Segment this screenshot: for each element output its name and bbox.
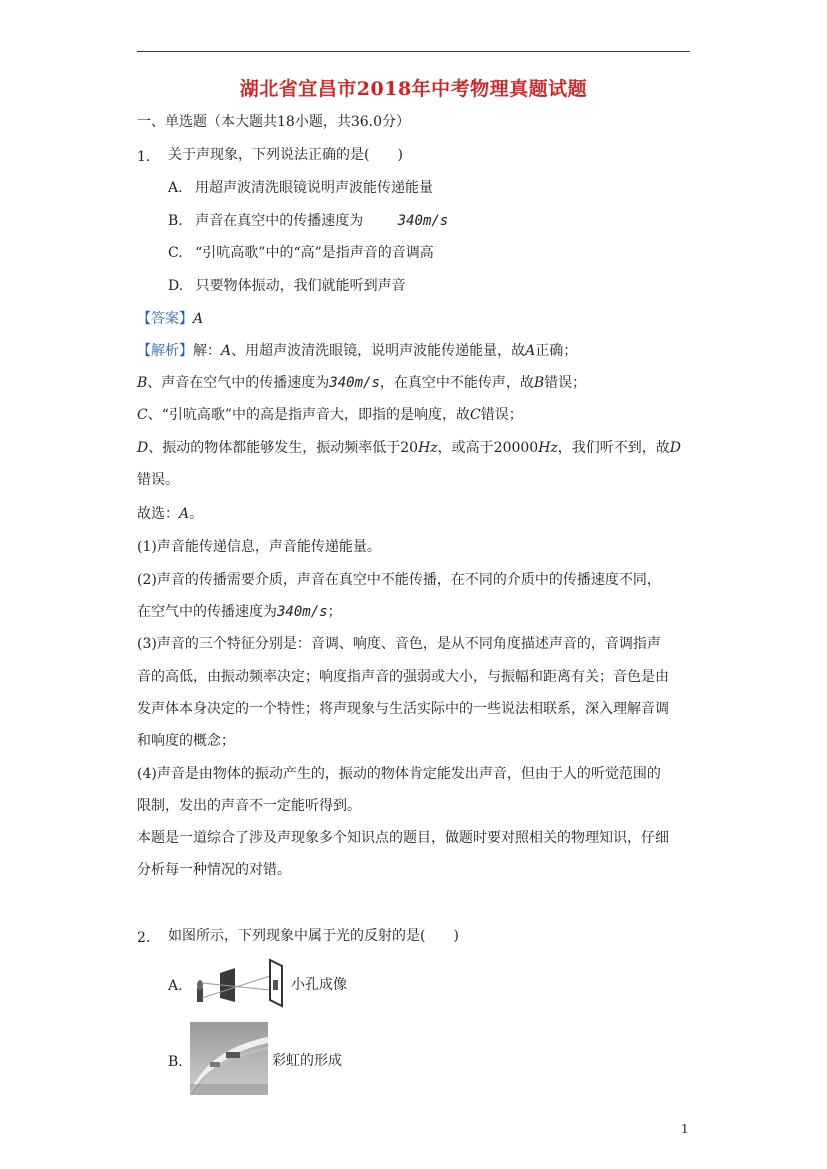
- option-label: D.: [168, 278, 184, 294]
- math: 340m/s: [277, 604, 328, 620]
- text: A: [179, 506, 190, 522]
- analysis-line-5: 错误。: [137, 472, 179, 488]
- point-3-line-1: (3)声音的三个特征分别是：音调、响度、音色，是从不同角度描述声音的，音调指声: [137, 636, 661, 652]
- analysis-line-2: [137, 373, 586, 393]
- q2-option-b-text: 彩虹的形成: [272, 1053, 342, 1069]
- text: D: [669, 440, 682, 456]
- option-math: 340m/s: [397, 213, 449, 229]
- point-2-line-2: [137, 602, 342, 622]
- text: B: [137, 375, 148, 391]
- text: 、振动的物体都能够发生，振动频率低于20: [148, 440, 419, 456]
- text: ，在真空中不能传声，故: [379, 375, 534, 391]
- q1-number: 1.: [137, 149, 151, 165]
- summary-line-1: 本题是一道综合了涉及声现象多个知识点的题目，做题时要对照相关的物理知识，仔细: [137, 830, 669, 846]
- q1-option-b: [168, 211, 448, 231]
- text: 在空气中的传播速度为: [137, 604, 277, 620]
- text: ，我们听不到，故: [557, 440, 670, 456]
- q1-option-d: [168, 276, 406, 296]
- q2-option-b-label: B.: [168, 1054, 183, 1070]
- text: 故选：: [137, 506, 179, 522]
- analysis-line-4: [137, 438, 681, 458]
- text: ；: [327, 604, 342, 620]
- answer-tag: 【答案】: [137, 311, 193, 327]
- q2-number: 2.: [137, 930, 151, 946]
- text: Hz: [418, 440, 438, 456]
- page-number: 1: [681, 1122, 689, 1136]
- option-label: C.: [168, 245, 183, 261]
- point-2-line-1: (2)声音的传播需要介质，声音在真空中不能传播，在不同的介质中的传播速度不同，: [137, 572, 661, 588]
- text: 解：: [193, 343, 221, 359]
- point-1: (1)声音能传递信息，声音能传递能量。: [137, 539, 381, 555]
- option-text: 声音在真空中的传播速度为: [195, 213, 364, 229]
- analysis-line-1: [137, 341, 577, 361]
- option-text: “引吭高歌”中的“高”是指声音的音调高: [195, 245, 434, 261]
- q1-stem: 关于声现象，下列说法正确的是( ): [168, 147, 403, 163]
- math: 340m/s: [329, 375, 380, 391]
- analysis-conclusion: [137, 504, 203, 524]
- text: C: [137, 407, 148, 423]
- text: ，或高于20000: [437, 440, 539, 456]
- pinhole-image: [190, 958, 288, 1008]
- text: C: [470, 407, 481, 423]
- analysis-tag: 【解析】: [137, 343, 193, 359]
- rainbow-image: [190, 1022, 268, 1095]
- point-3-line-4: 和响度的概念；: [137, 733, 235, 749]
- q1-option-c: [168, 243, 434, 263]
- text: 。: [189, 506, 204, 522]
- header-rule: [137, 51, 690, 52]
- page-title: 湖北省宜昌市2018年中考物理真题试题: [239, 78, 588, 100]
- point-4-line-2: 限制，发出的声音不一定能听得到。: [137, 798, 361, 814]
- text: D: [137, 440, 149, 456]
- answer-value: A: [193, 311, 204, 327]
- option-label: A.: [168, 180, 183, 196]
- text: 、用超声波清洗眼镜，说明声波能传递能量，故: [231, 343, 526, 359]
- summary-line-2: 分析每一种情况的对错。: [137, 862, 291, 878]
- text: 错误；: [544, 375, 587, 391]
- option-label: B.: [168, 213, 183, 229]
- option-text: 用超声波清洗眼镜说明声波能传递能量: [195, 180, 434, 196]
- point-4-line-1: (4)声音是由物体的振动产生的，振动的物体肯定能发出声音，但由于人的听觉范围的: [137, 766, 661, 782]
- analysis-line-3: [137, 405, 523, 425]
- option-text: 只要物体振动，我们就能听到声音: [195, 278, 406, 294]
- text: Hz: [538, 440, 558, 456]
- q2-option-a-text: 小孔成像: [291, 977, 347, 993]
- q2-option-a-label: A.: [168, 978, 183, 994]
- text: A: [525, 343, 536, 359]
- q1-answer: [137, 309, 203, 329]
- text: 错误；: [480, 407, 523, 423]
- text: 、声音在空气中的传播速度为: [147, 375, 330, 391]
- text: 、“引吭高歌”中的高是指声音大，即指的是响度，故: [147, 407, 471, 423]
- text: B: [533, 375, 545, 391]
- section-heading: 一、单选题（本大题共18小题，共36.0分）: [137, 114, 410, 130]
- q2-stem: 如图所示，下列现象中属于光的反射的是( ): [168, 928, 459, 944]
- text: A: [221, 343, 232, 359]
- point-3-line-3: 发声体本身决定的一个特性；将声现象与生活实际中的一些说法相联系，深入理解音调: [137, 701, 669, 717]
- q1-option-a: [168, 178, 433, 198]
- point-3-line-2: 音的高低，由振动频率决定；响度指声音的强弱或大小，与振幅和距离有关；音色是由: [137, 669, 669, 685]
- text: 正确；: [535, 343, 578, 359]
